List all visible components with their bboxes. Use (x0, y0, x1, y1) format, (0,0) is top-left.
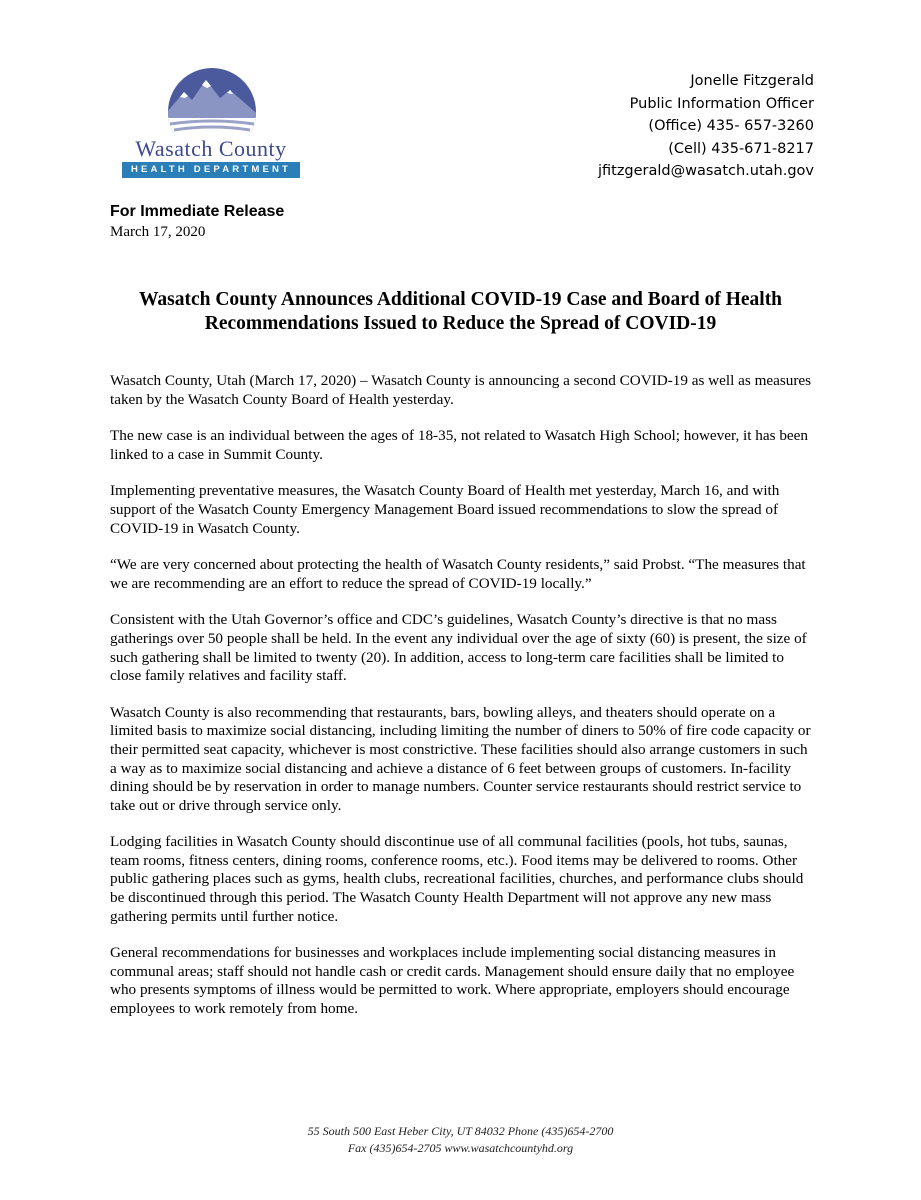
wasatch-county-logo (118, 66, 304, 178)
contact-email: jfitzgerald@wasatch.utah.gov (597, 163, 814, 179)
press-release-title (100, 288, 821, 336)
contact-block (598, 70, 814, 183)
contact-name: Jonelle Fitzgerald (690, 73, 814, 89)
body-paragraph: Implementing preventative measures, the Wasatch County Board of Health met yesterday, March 16, and with support of the Wasatch County Emergency Management Board issued recommendations to slow the spread of COVID-19 in Wasatch County. (110, 482, 780, 537)
logo-county-name: Wasatch County (135, 136, 287, 161)
title-line-1: Wasatch County Announces Additional COVID-19 Case and Board of Health (138, 289, 783, 310)
release-label: For Immediate Release (110, 203, 285, 220)
footer-line-2: Fax (435)654-2705 www.wasatchcountyhd.org (347, 1141, 574, 1155)
mountain-logo-icon (162, 66, 262, 136)
body-paragraph: Wasatch County is also recommending that restaurants, bars, bowling alleys, and theaters should operate on a limited basis to maximize social distancing, including limiting the number of diners to 50% of fire code capacity or their permitted seat capacity, whichever is most constrictive. These facilities should also arrange customers in such a way as to maximize social distancing and achieve a distance of 6 feet between groups of customers. In-facility dining should be by reservation in order to manage numbers. Counter service restaurants should restrict service to take out or drive through service only. (110, 703, 811, 814)
contact-title: Public Information Officer (629, 95, 814, 112)
body-paragraph: Lodging facilities in Wasatch County should discontinue use of all communal facilities (pools, hot tubs, saunas, team rooms, fitness centers, dining rooms, conference rooms, etc.). Food items may be delivered to rooms. Other public gathering places such as gyms, health clubs, recreational facilities, churches, and performance clubs should be discontinued through this period. The Wasatch County Health Department will not approve any new mass gathering permits until further notice. (110, 833, 804, 925)
body-paragraph: “We are very concerned about protecting the health of Wasatch County residents,” said Probst. “The measures that we are recommending are an effort to reduce the spread of COVID-19 locally.” (110, 556, 806, 592)
body-paragraph: Consistent with the Utah Governor’s office and CDC’s guidelines, Wasatch County’s directive is that no mass gatherings over 50 people shall be held. In the event any individual over the age of sixty (60) is present, the size of such gathering shall be limited to twenty (20). In addition, access to long-term care facilities shall be limited to close family relatives and facility staff. (110, 611, 807, 685)
contact-cell-phone: (Cell) 435-671-8217 (668, 140, 814, 157)
footer-address (0, 1123, 921, 1157)
contact-office-phone: (Office) 435- 657-3260 (648, 118, 814, 134)
logo-department: HEALTH DEPARTMENT (122, 162, 300, 178)
press-release-body (110, 372, 815, 1037)
release-date: March 17, 2020 (110, 224, 206, 240)
body-paragraph: General recommendations for businesses and workplaces include implementing social distancing measures in communal areas; staff should not handle cash or credit cards. Management should ensure daily that no employee who presents symptoms of illness would be permitted to work. Where appropriate, employers should encourage employees to work remotely from home. (110, 944, 795, 1018)
footer-line-1: 55 South 500 East Heber City, UT 84032 Phone (435)654-2700 (307, 1124, 614, 1138)
body-paragraph: Wasatch County, Utah (March 17, 2020) – Wasatch County is announcing a second COVID-19 as well as measures taken by the Wasatch County Board of Health yesterday. (110, 372, 812, 408)
body-paragraph: The new case is an individual between the ages of 18-35, not related to Wasatch High School; however, it has been linked to a case in Summit County. (110, 427, 808, 463)
title-line-2: Recommendations Issued to Reduce the Spread of COVID-19 (204, 313, 717, 334)
